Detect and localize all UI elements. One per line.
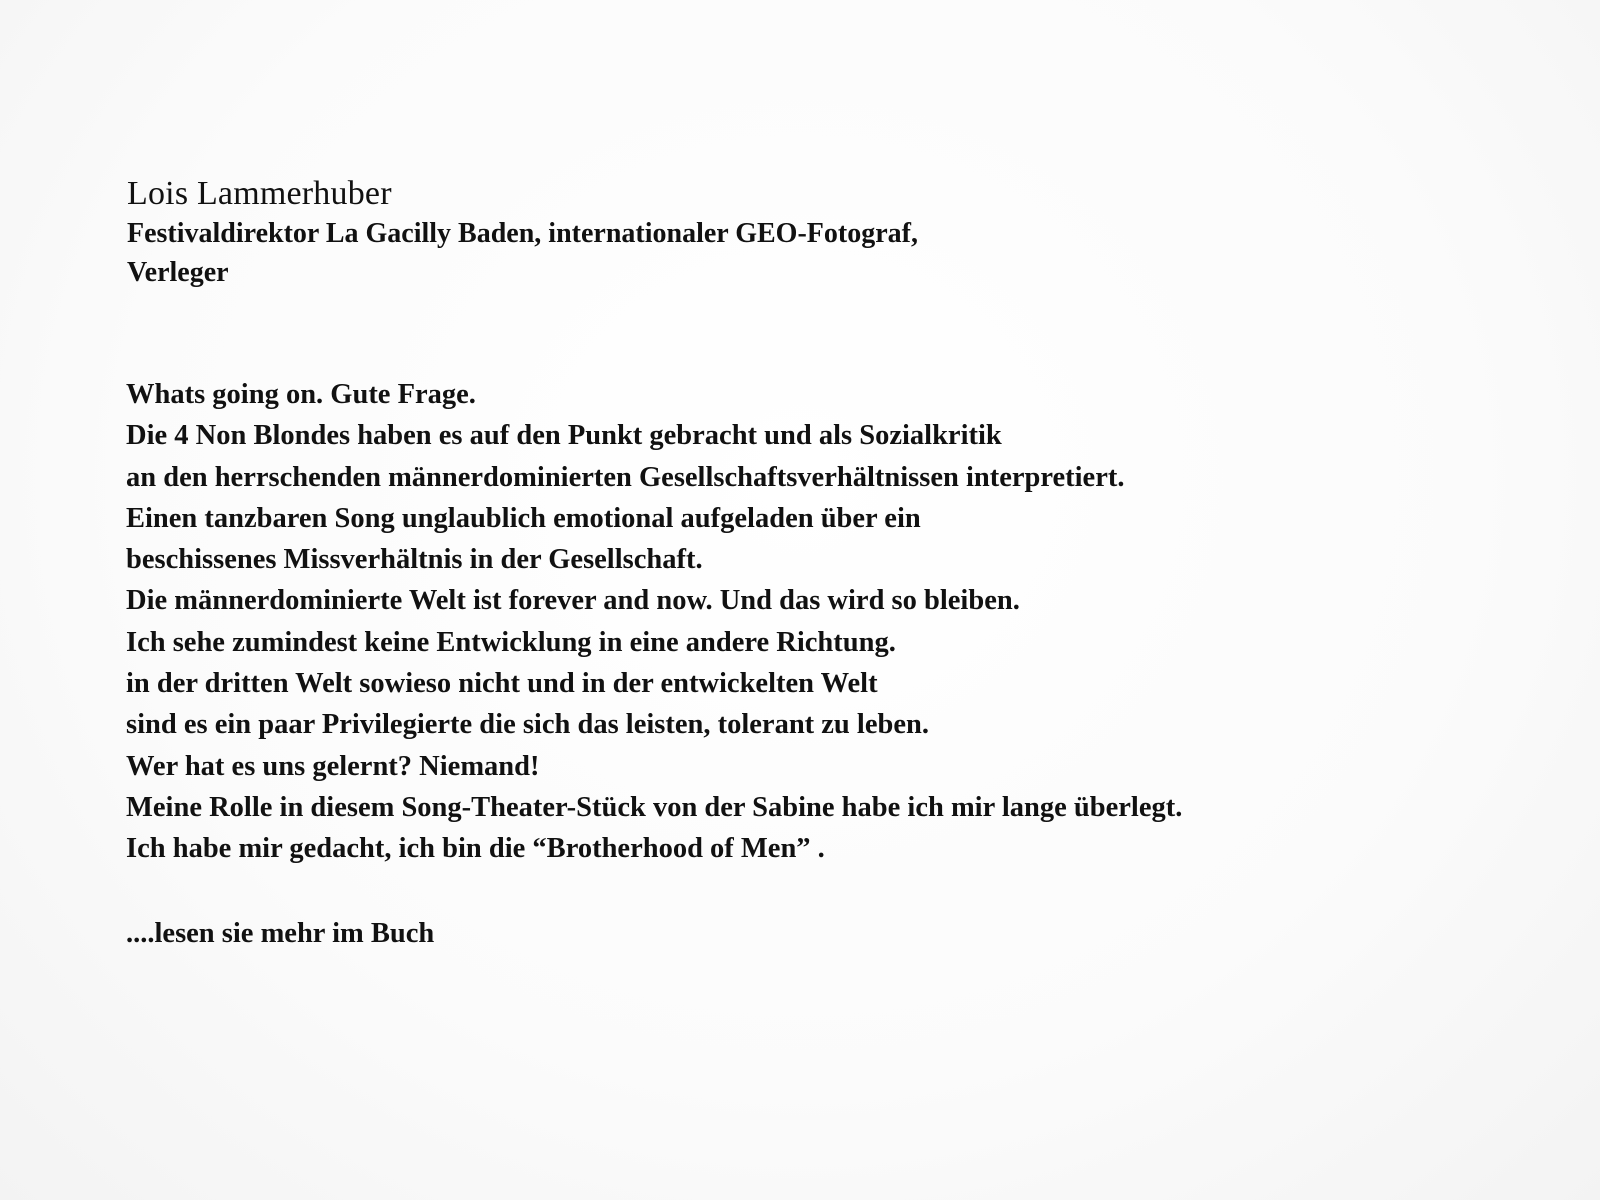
body-line: Ich sehe zumindest keine Entwicklung in eine andere Richtung. <box>126 626 896 658</box>
body-line: Einen tanzbaren Song unglaublich emotional aufgeladen über ein <box>126 502 921 534</box>
body-line: in der dritten Welt sowieso nicht und in der entwickelten Welt <box>126 668 878 700</box>
body-line: Whats going on. Gute Frage. <box>126 379 476 410</box>
body-line: sind es ein paar Privilegierte die sich das leisten, tolerant zu leben. <box>126 709 929 741</box>
body-line: Ich habe mir gedacht, ich bin die “Brotherhood of Men” . <box>126 833 825 865</box>
body-line: Die 4 Non Blondes haben es auf den Punkt gebracht und als Sozialkritik <box>126 420 1002 452</box>
body-line: an den herrschenden männerdominierten Gesellschaftsverhältnissen interpretiert. <box>126 461 1125 493</box>
author-name: Lois Lammerhuber <box>127 175 392 212</box>
body-line: beschissenes Missverhältnis in der Gesellschaft. <box>126 544 703 576</box>
body-line: Wer hat es uns gelernt? Niemand! <box>126 750 540 782</box>
body-line: Meine Rolle in diesem Song-Theater-Stück von der Sabine habe ich mir lange überlegt. <box>126 791 1183 823</box>
body-line: Die männerdominierte Welt ist forever and now. Und das wird so bleiben. <box>126 585 1020 617</box>
author-role: Festivaldirektor La Gacilly Baden, internationaler GEO-Fotograf, Verleger <box>127 218 918 288</box>
quote-body <box>126 374 1566 870</box>
read-more-text: ....lesen sie mehr im Buch <box>126 918 435 949</box>
author-header <box>127 174 1427 292</box>
